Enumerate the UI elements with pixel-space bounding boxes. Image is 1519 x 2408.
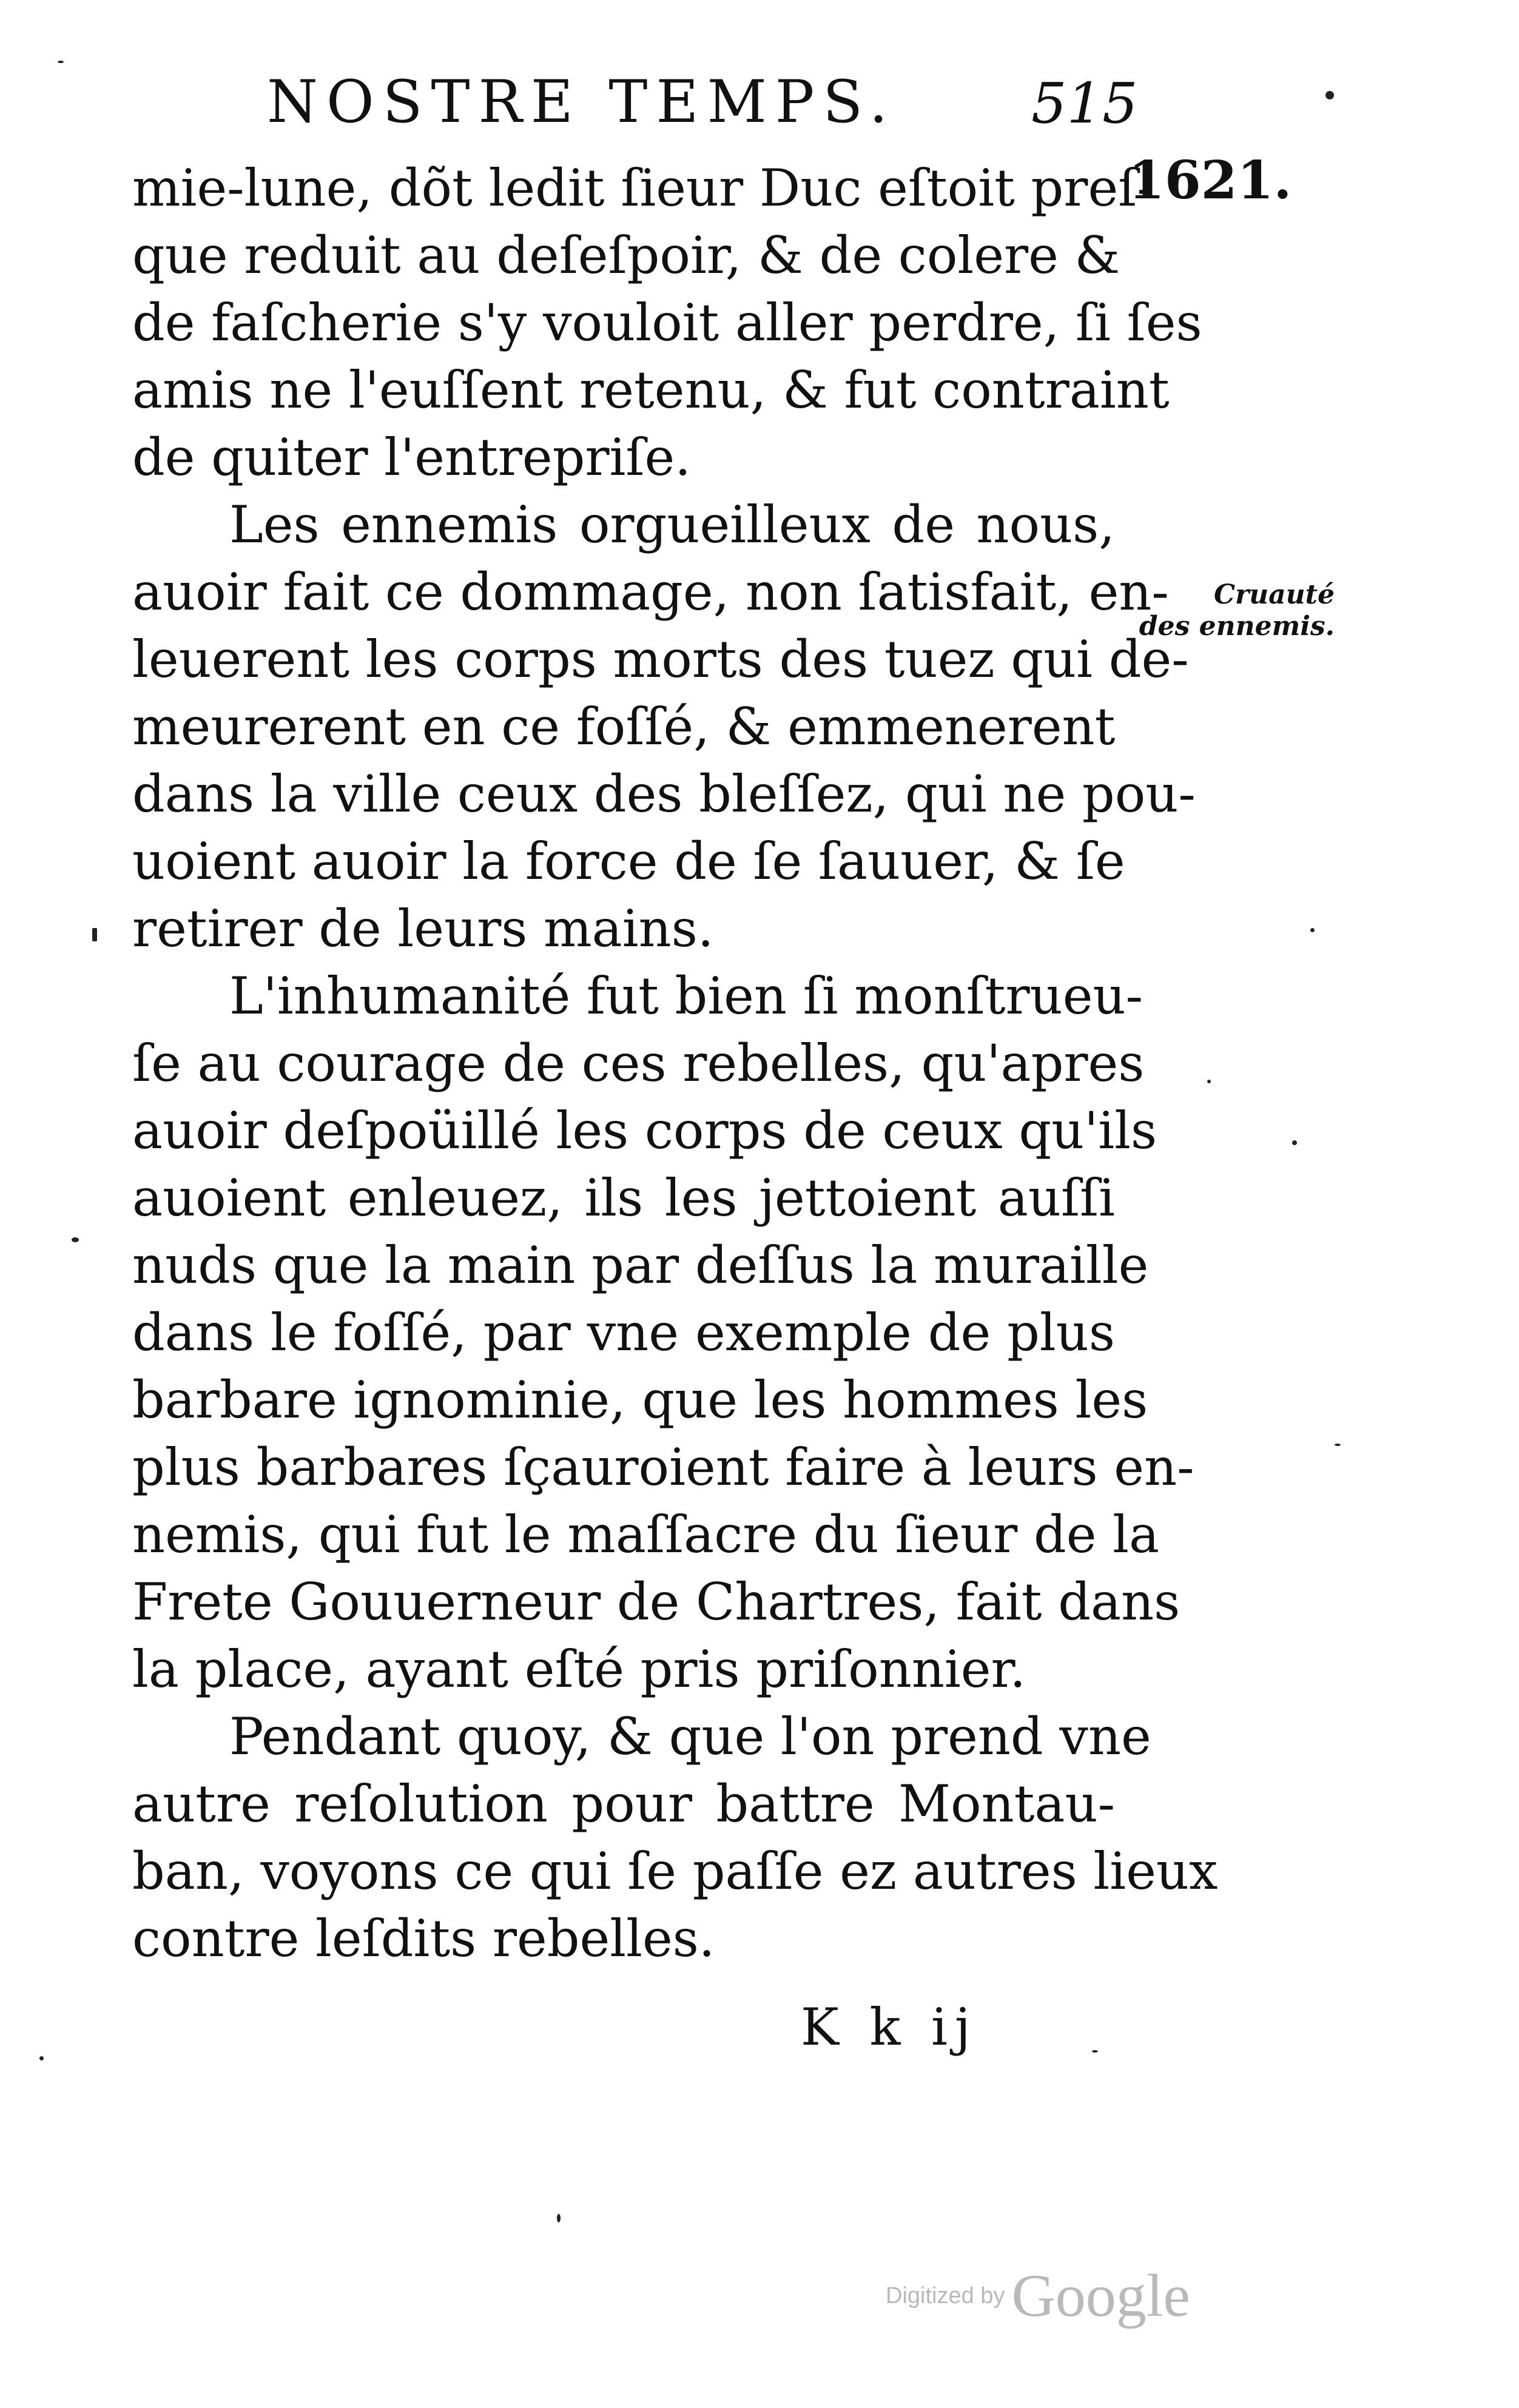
text-line: de faſcherie s'y vouloit aller perdre, ſi ſes bbox=[132, 293, 1202, 352]
text-line: contre leſdits rebelles. bbox=[132, 1909, 715, 1968]
text-line: barbare ignominie, que les hommes les bbox=[132, 1370, 1148, 1430]
page-number: 515 bbox=[1031, 71, 1138, 136]
text-line: Les ennemis orgueilleux de nous, bbox=[229, 495, 1115, 554]
text-line: que reduit au deſeſpoir, & de colere & bbox=[132, 226, 1120, 285]
scan-speck bbox=[1207, 1080, 1211, 1083]
text-line: nemis, qui fut le maſſacre du ſieur de la bbox=[132, 1505, 1160, 1564]
scan-speck bbox=[1092, 2050, 1098, 2053]
text-line: de quiter l'entrepriſe. bbox=[132, 428, 691, 487]
paragraph-2 bbox=[132, 491, 1196, 963]
scan-speck bbox=[1292, 1140, 1297, 1145]
text-line: ſe au courage de ces rebelles, qu'apres bbox=[132, 1034, 1145, 1093]
scan-speck bbox=[1335, 1444, 1341, 1446]
text-line: auoir deſpoüillé les corps de ceux qu'ils bbox=[132, 1101, 1157, 1160]
watermark-brand: Google bbox=[1011, 2262, 1190, 2329]
text-line: Pendant quoy, & que l'on prend vne bbox=[229, 1707, 1151, 1766]
text-line: la place, ayant eſté pris priſonnier. bbox=[132, 1640, 1026, 1699]
text-line: dans le foſſé, par vne exemple de plus bbox=[132, 1303, 1115, 1362]
text-line: amis ne l'euſſent retenu, & fut contraint bbox=[132, 360, 1170, 420]
paragraph-1 bbox=[132, 155, 1202, 491]
scan-speck bbox=[1310, 928, 1315, 932]
margin-note-line: Cruauté bbox=[1213, 579, 1335, 610]
scan-speck bbox=[39, 2056, 44, 2060]
text-line: auoir fait ce dommage, non ſatisfait, en- bbox=[132, 562, 1169, 622]
text-line: nuds que la main par deſſus la muraille bbox=[132, 1236, 1149, 1295]
text-line: Frete Gouuerneur de Chartres, fait dans bbox=[132, 1572, 1181, 1632]
margin-note bbox=[1128, 579, 1335, 642]
text-line: uoient auoir la force de ſe ſauuer, & ſe bbox=[132, 832, 1125, 891]
text-line: leuerent les corps morts des tuez qui de- bbox=[132, 630, 1189, 689]
margin-year: 1621. bbox=[1128, 150, 1292, 211]
digitization-watermark bbox=[886, 2262, 1190, 2329]
paragraph-4 bbox=[132, 1703, 1218, 1972]
scan-speck bbox=[58, 61, 64, 63]
text-line: ban, voyons ce qui ſe paſſe ez autres lieux bbox=[132, 1841, 1218, 1901]
text-line: mie-lune, dõt ledit ſieur Duc eſtoit preſ- bbox=[132, 158, 1154, 218]
text-line: meurerent en ce foſſé, & emmenerent bbox=[132, 697, 1116, 756]
scan-speck bbox=[92, 928, 97, 941]
text-line: retirer de leurs mains. bbox=[132, 899, 714, 958]
text-line: dans la ville ceux des bleſſez, qui ne pou- bbox=[132, 764, 1196, 824]
watermark-prefix: Digitized by bbox=[886, 2283, 1005, 2309]
text-line: auoient enleuez, ils les jettoient auſſi bbox=[132, 1168, 1115, 1228]
text-line: L'inhumanité fut bien ſi monſtrueu- bbox=[229, 966, 1143, 1026]
scan-speck bbox=[1325, 91, 1334, 99]
scan-speck bbox=[72, 1237, 79, 1242]
text-line: plus barbares ſçauroient faire à leurs en- bbox=[132, 1438, 1194, 1497]
scan-speck bbox=[557, 2214, 561, 2222]
running-head: NOSTRE TEMPS. bbox=[267, 68, 897, 136]
signature-mark: K k ij bbox=[801, 1997, 978, 2057]
text-line: autre reſolution pour battre Montau- bbox=[132, 1774, 1115, 1834]
margin-note-line: des ennemis. bbox=[1139, 611, 1335, 642]
paragraph-3 bbox=[132, 963, 1194, 1703]
